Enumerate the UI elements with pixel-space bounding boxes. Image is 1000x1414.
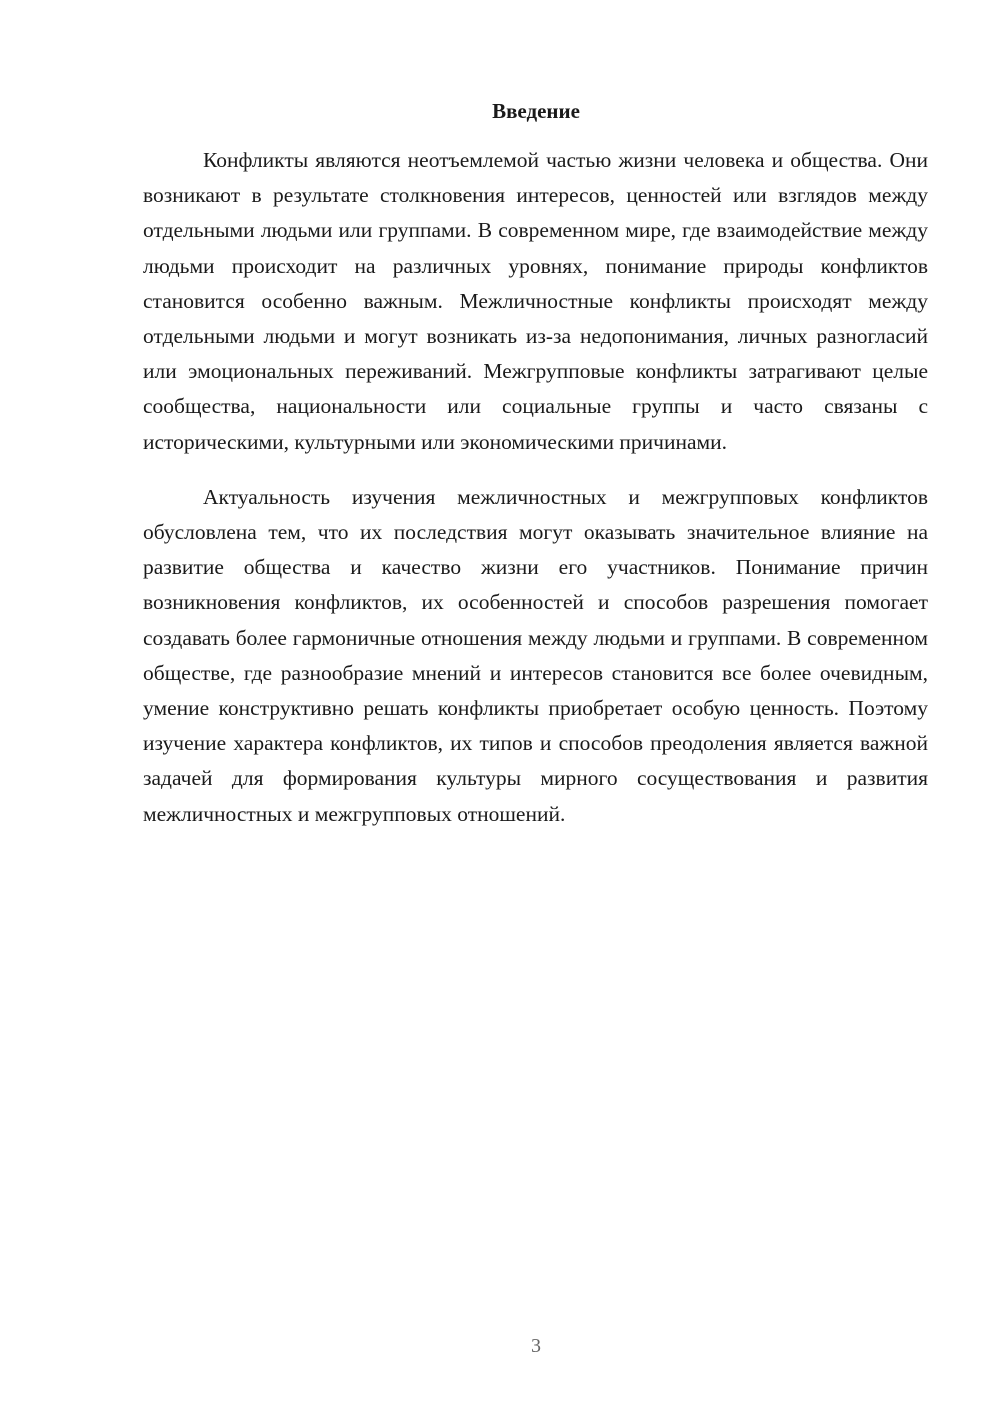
- paragraph-2: Актуальность изучения межличностных и межгрупповых конфликтов обусловлена тем, что их последствия могут оказывать значительное влияние на развитие общества и качество жизни его участников. Понимание причин возникновения конфликтов, их особенностей и способов разрешения помогает создавать более гармоничные отношения между людьми и группами. В современном обществе, где разнообразие мнений и интересов становится все более очевидным, умение конструктивно решать конфликты приобретает особую ценность. Поэтому изучение характера конфликтов, их типов и способов преодоления является важной задачей для формирования культуры мирного сосуществования и развития межличностных и межгрупповых отношений.: [143, 484, 928, 826]
- body-text: [143, 143, 928, 832]
- paragraph-1: Конфликты являются неотъемлемой частью жизни человека и общества. Они возникают в результате столкновения интересов, ценностей или взглядов между отдельными людьми или группами. В современном мире, где взаимодействие между людьми происходит на различных уровнях, понимание природы конфликтов становится особенно важным. Межличностные конфликты происходят между отдельными людьми и могут возникать из-за недопонимания, личных разногласий или эмоциональных переживаний. Межгрупповые конфликты затрагивают целые сообщества, национальности или социальные группы и часто связаны с историческими, культурными или экономическими причинами.: [143, 148, 928, 454]
- section-title: Введение: [492, 99, 580, 123]
- page-number: 3: [531, 1335, 541, 1357]
